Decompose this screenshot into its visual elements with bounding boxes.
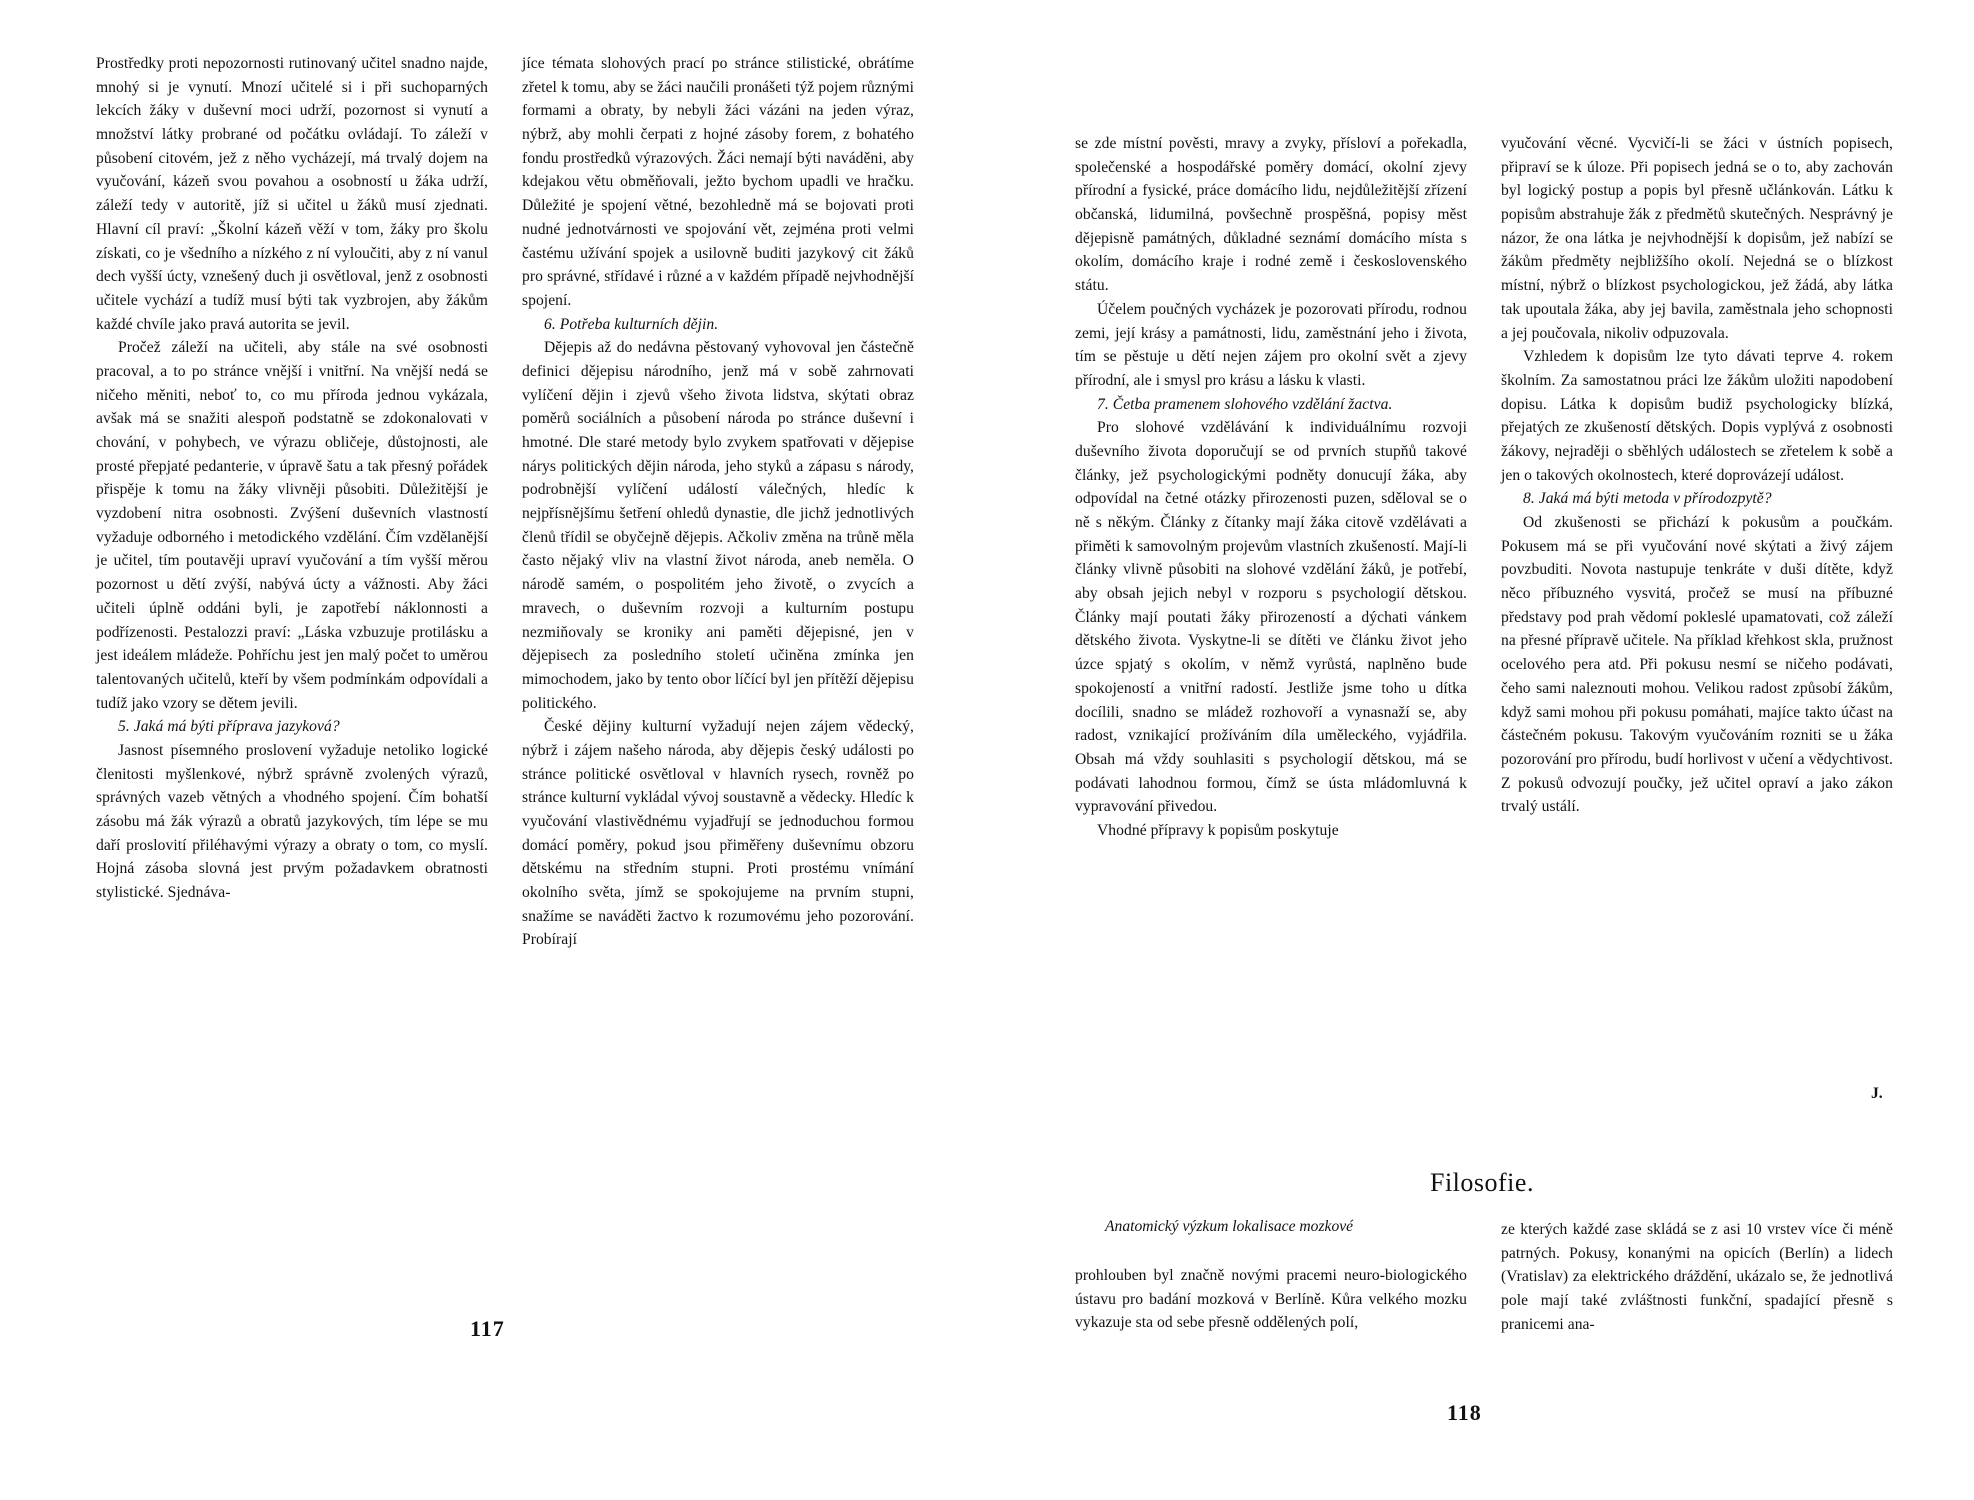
paragraph: Pročež záleží na učiteli, aby stále na své osobnosti pracoval, a to po stránce vnější i vnitřní. Na vnější nedá se ničeho měniti, neboť to, co mu příroda jednou vykázala, avšak má se snažiti alespoň podstatně se zdokonalovati v chování, v pohybech, ve výrazu obličeje, důstojnosti, ale prosté přepjaté pedanterie, v úpravě šatu a tak přesný pořádek přispěje k tomu na žáky vlivněji působiti. Důležitější je vyzdobení nitra osobnosti. Zvýšení duševních vlastností vyžaduje odborného i metodického vzdělání. Čím vzdělanější je učitel, tím poutavěji upraví vyučování a tím vyšší měrou pozornost u dětí zvýší, nabývá úcty a vážnosti. Aby žáci učiteli úplně oddáni byli, je zapotřebí náklonnosti a podřízenosti. Pestalozzi praví: „Láska vzbuzuje protilásku a jest ideálem mládeže. Pohříchu jest jen malý počet to uměrou talentovaných učitelů, kteří by všem podmínkám odpovídali a tudíž jako vzory se dětem jevili.: [96, 339, 488, 712]
left-page-column-2: [522, 52, 914, 952]
section-heading: 5. Jaká má býti příprava jazyková?: [118, 718, 340, 736]
section-title: Filosofie.: [1430, 1168, 1534, 1197]
page-number-left: 117: [470, 1316, 505, 1341]
article-column-2: [1501, 1218, 1893, 1336]
paragraph: vyučování věcné. Vycvičí-li se žáci v ústních popisech, připraví se k úloze. Při popisech jedná se o to, aby zachován byl logický postup a popis byl přesně učlánkován. Látku k popisům abstrahuje žák z předmětů skutečných. Nesprávný je názor, že ona látka je nejvhodnější k dopisům, jež nabízí se žákům předměty nejbližšího okolí. Nejedná se o blízkost místní, nýbrž o blízkost psychologickou, jež žádá, aby látka tak upoutala žáka, aby jej bavila, zaměstnala jeho schopnosti a jej poučovala, nikoliv odpuzovala.: [1501, 135, 1893, 342]
right-page-column-1: [1075, 132, 1467, 843]
right-page: [987, 0, 1974, 1500]
paragraph: Pro slohové vzdělávání k individuálnímu rozvoji duševního života doporučují se od prvních stupňů takové články, jež psychologickými podněty donucují žáka, aby odpovídal na četné otázky přirozenosti puzen, sděloval se o ně s někým. Články z čítanky mají žáka citově vzdělávati a přiměti k samovolným projevům vlastních zkušeností. Mají-li články vlivně působiti na slohové vzdělání žáků, je potřebí, aby obsah jejich nebyl v rozporu s psychologií dětskou. Články mají poutati žáky přirozeností a dýchati vánkem dětského života. Vyskytne-li se dítěti ve článku život jeho úzce spjatý s okolím, v němž vyrůstá, naplněno bude spokojeností a vnitřní radostí. Jestliže jsme toho u dítka docílili, snadno se mládež rozhovoří a vynasnaží se, aby radost, vznikající prožíváním díla uměleckého, vyjádřila. Obsah má vždy souhlasiti s psychologií dětskou, má se podávati lahodnou formou, čímž se ústa mládomluvná k vypravování přivedou.: [1075, 419, 1467, 816]
article-paragraph-2: ze kterých každé zase skládá se z asi 10 vrstev více či méně patrných. Pokusy, konanými na opicích (Berlín) a lidech (Vratislav) za elektrického dráždění, ukázalo se, že jednotlivá pole mají také zvláštnosti funkční, spadající přesně s pranicemi ana-: [1501, 1221, 1893, 1333]
paragraph: jíce témata slohových prací po stránce stilistické, obrátíme zřetel k tomu, aby se žáci naučili pronášeti týž pojem různými formami a obraty, by nebyli žáci vázáni na jeden výraz, nýbrž, aby mohli čerpati z hojné zásoby forem, z bohatého fondu prostředků výrazových. Žáci nemají býti naváděni, aby kdejakou větu obměňovali, ježto bychom upadli ve hračku. Důležité je spojení větné, bezohledně má se bojovati proti nudné jednotvárnosti ve spojování vět, zejména proti velmi častému užívání spojek a usilovně buditi jazykový cit žáků pro správné, střídavé i různé a v každém případě nejvhodnější spojení.: [522, 55, 914, 309]
paragraph: Od zkušenosti se přichází k pokusům a poučkám. Pokusem má se při vyučování nové skýtati a živý zájem povzbuditi. Novota nastupuje tenkráte v duši dítěte, když něco příbuzného vysvitá, pročež se musí na příbuzné představy pod prah vědomí pokleslé upamatovati, což záleží na přesné přípravě učitele. Na příklad křehkost skla, pružnost ocelového pera atd. Při pokusu nesmí se ničeho podávati, čeho sami naleznouti mohou. Velikou radost způsobí žákům, když sami mohou při pokusu pomáhati, majíce takto účast na částečném pokusu. Takovým vyučováním rozniti se u žáka pozorování pro přírodu, budí horlivost v učení a vědychtivost. Z pokusů odvozují poučky, jež učitel opraví a jako zákon trvalý ustálí.: [1501, 514, 1893, 816]
section-heading: 8. Jaká má býti metoda v přírodozpytě?: [1523, 490, 1772, 508]
section-heading: 6. Potřeba kulturních dějin.: [544, 315, 719, 333]
right-page-column-2: [1501, 132, 1893, 819]
signature: J.: [1871, 1085, 1883, 1102]
article-paragraph-1: prohlouben byl značně novými pracemi neuro-biologického ústavu pro badání mozková v Berlíně. Kůra velkého mozku vykazuje sta od sebe přesně oddělených polí,: [1075, 1267, 1467, 1332]
paragraph: Jasnost písemného proslovení vyžaduje netoliko logické členitosti myšlenkové, nýbrž správně zvolených výrazů, správných vazeb větných a vhodného spojení. Čím bohatší zásobu má žák výrazů a obratů jazykových, tím lépe se mu daří proslovití přiléhavými výrazy a obraty o tom, co myslí. Hojná zásoba slovná jest prvým požadavkem obratnosti stylistické. Sjednáva-: [96, 741, 488, 902]
left-page-column-1: [96, 52, 488, 905]
paragraph: Vhodné přípravy k popisům poskytuje: [1097, 821, 1339, 839]
section-heading: 7. Četba pramenem slohového vzdělání žactva.: [1097, 395, 1393, 413]
paragraph: se zde místní pověsti, mravy a zvyky, přísloví a pořekadla, společenské a hospodářské poměry domácí, okolní zjevy přírodní a fysické, práce domácího lidu, nejdůležitější zřízení občanská, lidumilná, povšechně prospěšná, popisy měst dějepisně památných, důkladné seznámí domácího místa s okolím, domácího kraje i rodné země i československého státu.: [1075, 135, 1467, 295]
paragraph: Účelem poučných vycházek je pozorovati přírodu, rodnou zemi, její krásy a památnosti, lidu, zaměstnání jeho i života, tím se pěstuje u dětí nejen zájem pro okolní svět a zjevy přírodní, ale i smysl pro krásu a lásku k vlasti.: [1075, 300, 1467, 389]
paragraph: České dějiny kulturní vyžadují nejen zájem vědecký, nýbrž i zájem našeho národa, aby dějepis český události po stránce politické osvětloval v hlavních rysech, rovněž po stránce kulturní vykládal vývoj soustavně a vědecky. Hledíc k vyučování vlastivědnému vyjadřují se jednoduchou formou domácí poměry, pokud jsou přiměřeny duševnímu obzoru dětskému na středním stupni. Proti prostému vnímání okolního světa, jímž se spokojujeme na prvním stupni, snažíme se naváděti žactvo k rozumovému jeho pozorování. Probírají: [522, 718, 914, 949]
paragraph: Dějepis až do nedávna pěstovaný vyhovoval jen částečně definici dějepisu národního, jenž má v sobě zahrnovati vylíčení dějin i zjevů všeho života lidstva, skýtati obraz poměrů sociálních a působení národa po stránce duševní i hmotné. Dle staré metody bylo zvykem spatřovati v dějepise nárys politických dějin národa, jeho styků a zápasu s národy, podrobnější vylíčení událostí válečných, hledíc k nejpřísnějšímu šetření ohledů dynastie, dle jichž jednotlivých členů třídil se obyčejně dějepis. Ačkoliv změna na trůně měla často nějaký vliv na vlastní život národa, aneb neměla. O národě samém, o pospolitém jeho životě, o zvycích a mravech, o duševním rozvoji a kulturním postupu nezmiňovaly se kroniky ani paměti dějepisné, jen v dějepisech za posledního století učiněna zmínka jen mimochodem, jako by tento obor líčící byl jen přítěží dějepisu politického.: [522, 339, 914, 712]
paragraph: Vzhledem k dopisům lze tyto dávati teprve 4. rokem školním. Za samostatnou práci lze žákům uložiti napodobení dopisu. Látka k dopisům budiž psychologicky blízká, přejatých ze zkušeností dětských. Dopis vyplývá z osobnosti žákovy, nejraději o sběhlých událostech se zřetelem k sobě a jen o takových okolnostech, které doprovázejí událost.: [1501, 348, 1893, 484]
page-number-right: 118: [1447, 1400, 1482, 1425]
paragraph: Prostředky proti nepozornosti rutinovaný učitel snadno najde, mnohý si je vynutí. Mnozí učitelé si i při suchoparných lekcích žáky v duševní moci udrží, pozornost si vynutí a množství látky probrané od počátku ovládají. To záleží v působení citovém, jež z něho vycházejí, má trvalý dojem na vyučování, kázeň svou povahou a osobností u žáka udrží, záleží tedy v autoritě, jíž si učitel u žáků musí zjednati. Hlavní cíl praví: „Školní kázeň věží v tom, žáky pro školu získati, co je všedního a nízkého z ní vyloučiti, aby z ní vanul dech vyšší úcty, vznešený duch ji osvětloval, jenž z osobnosti učitele vychází a tudíž musí býti tak vyzbrojen, aby žákům každé chvíle jako pravá autorita se jevil.: [96, 55, 488, 333]
article-heading: Anatomický výzkum lokalisace mozkové: [1105, 1218, 1354, 1235]
article-column-1: [1075, 1264, 1467, 1335]
